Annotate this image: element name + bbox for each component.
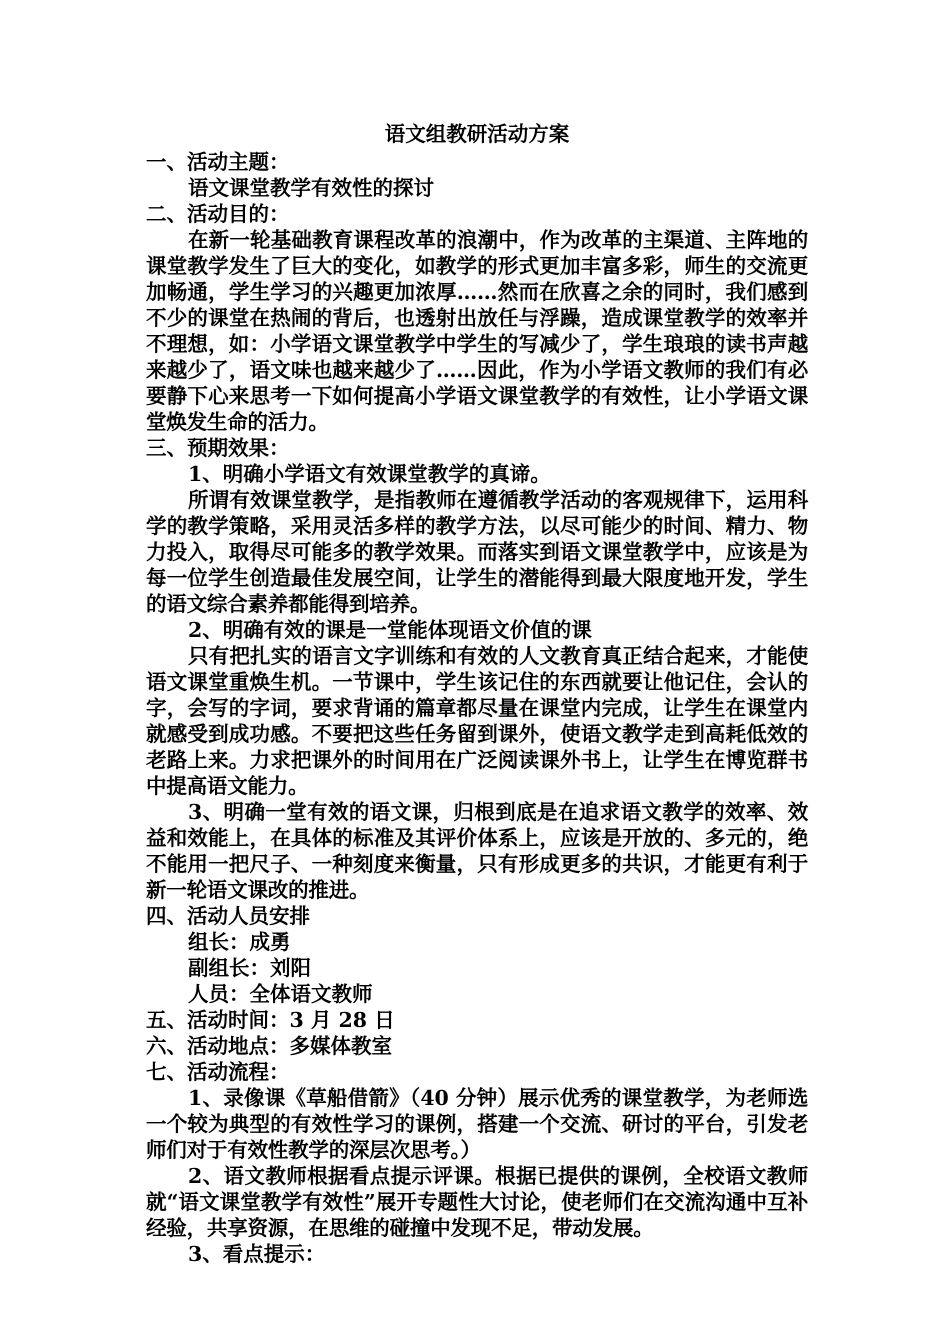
effect-point-1-text: 所谓有效课堂教学，是指教师在遵循教学活动的客观规律下，运用科学的教学策略，采用灵活多样的教学方法，以尽可能少的时间、精力、物力投入，取得尽可能多的教学效果。而落实到语文课堂教学中，应该是为每一位学生创造最佳发展空间，让学生的潜能得到最大限度地开发，学生的语文综合素养都能得到培养。 [146, 488, 808, 616]
effect-point-2-title: 2、明确有效的课是一堂能体现语文价值的课 [188, 618, 592, 642]
personnel-leader: 组长：成勇 [188, 930, 291, 954]
section-heading-theme: 一、活动主题： [146, 150, 290, 174]
effect-point-3-text: 3、明确一堂有效的语文课，归根到底是在追求语文教学的效率、效益和效能上，在具体的标准及其评价体系上，应该是开放的、多元的，绝不能用一把尺子、一种刻度来衡量，只有形成更多的共识，才能更有利于新一轮语文课改的推进。 [146, 800, 808, 902]
section-heading-purpose: 二、活动目的： [146, 202, 290, 226]
section-heading-location: 六、活动地点：多媒体教室 [146, 1034, 392, 1058]
process-step-1: 1、录像课《草船借箭》（40 分钟）展示优秀的课堂教学，为老师选一个较为典型的有效性学习的课例，搭建一个交流、研讨的平台，引发老师们对于有效性教学的深层次思考。） [146, 1086, 808, 1162]
effect-point-2-text: 只有把扎实的语言文字训练和有效的人文教育真正结合起来，才能使语文课堂重焕生机。一节课中，学生该记住的东西就要让他记住，会认的字，会写的字词，要求背诵的篇章都尽量在课堂内完成，让学生在课堂内就感受到成功感。不要把这些任务留到课外，使语文教学走到高耗低效的老路上来。力求把课外的时间用在广泛阅读课外书上，让学生在博览群书中提高语文能力。 [146, 644, 808, 798]
process-step-3: 3、看点提示： [188, 1242, 326, 1266]
section-heading-personnel: 四、活动人员安排 [146, 904, 310, 928]
section-heading-time: 五、活动时间：3 月 28 日 [146, 1008, 395, 1032]
process-step-2: 2、语文教师根据看点提示评课。根据已提供的课例，全校语文教师就“语文课堂教学有效性”展开专题性大讨论，使老师们在交流沟通中互补经验，共享资源，在思维的碰撞中发现不足，带动发展。 [146, 1164, 808, 1240]
section-heading-process: 七、活动流程： [146, 1060, 290, 1084]
document-page [146, 121, 808, 1267]
personnel-members: 人员：全体语文教师 [188, 982, 373, 1006]
purpose-paragraph: 在新一轮基础教育课程改革的浪潮中，作为改革的主渠道、主阵地的课堂教学发生了巨大的变化，如教学的形式更加丰富多彩，师生的交流更加畅通，学生学习的兴趣更加浓厚……然而在欣喜之余的同时，我们感到不少的课堂在热闹的背后，也透射出放任与浮躁，造成课堂教学的效率并不理想，如：小学语文课堂教学中学生的写减少了，学生琅琅的读书声越来越少了，语文味也越来越少了……因此，作为小学语文教师的我们有必要静下心来思考一下如何提高小学语文课堂教学的有效性，让小学语文课堂焕发生命的活力。 [146, 228, 808, 434]
theme-content: 语文课堂教学有效性的探讨 [188, 176, 434, 200]
effect-point-1-title: 1、明确小学语文有效课堂教学的真谛。 [188, 462, 551, 486]
section-heading-expected-effects: 三、预期效果： [146, 436, 290, 460]
personnel-deputy: 副组长：刘阳 [188, 956, 311, 980]
document-title: 语文组教研活动方案 [384, 122, 570, 146]
